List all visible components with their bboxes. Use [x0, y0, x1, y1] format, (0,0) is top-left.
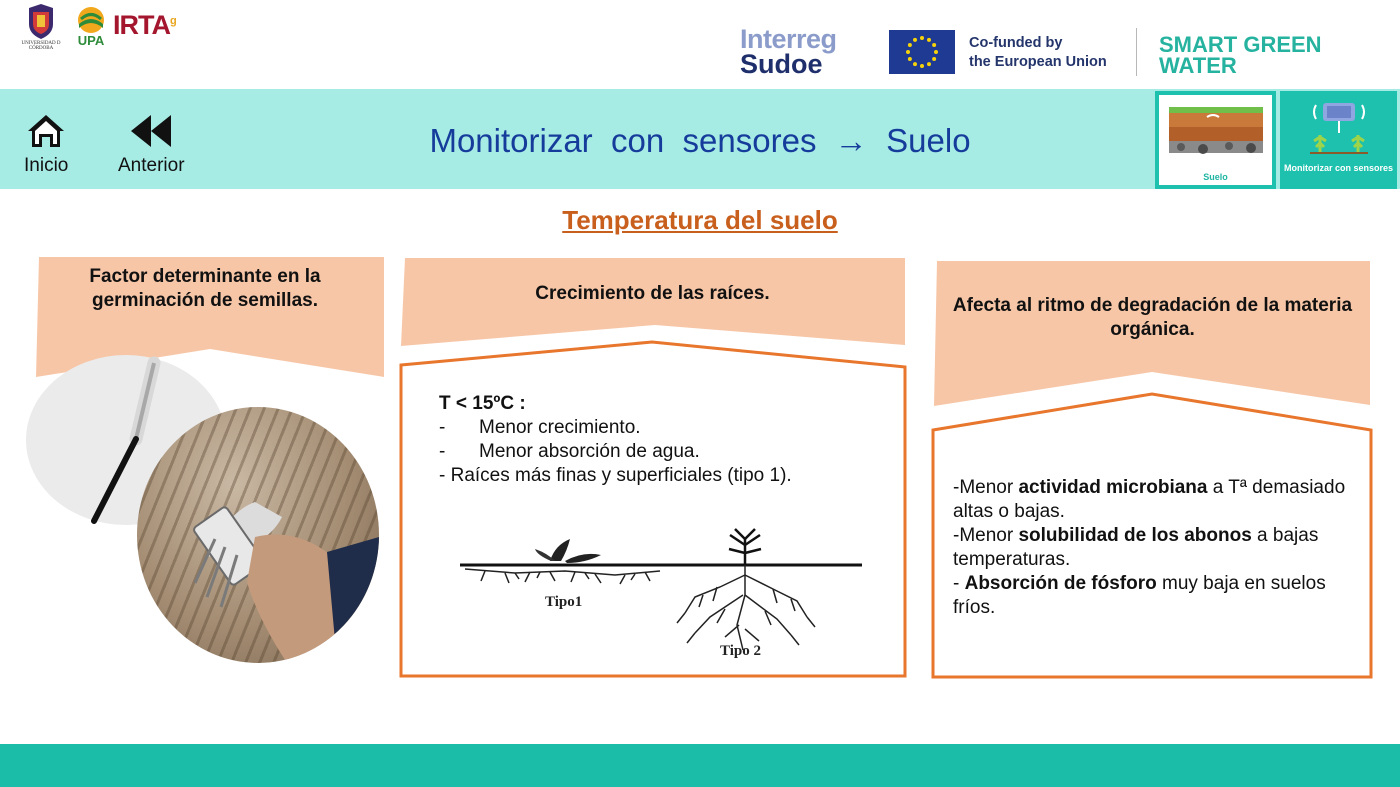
effect-1-post: a Tª demasiado altas o bajas. — [953, 477, 1346, 522]
section-title-text: Temperatura del suelo — [562, 205, 838, 235]
card2-body — [439, 392, 879, 488]
effect-line-1 — [953, 476, 1361, 524]
effect-line-2 — [953, 524, 1361, 572]
effect-line-3 — [953, 572, 1361, 620]
list-item-text: Menor crecimiento. — [479, 417, 641, 438]
effect-3-bold: Absorción de fósforo — [964, 573, 1157, 594]
list-dash: - — [439, 441, 446, 462]
eu-line-1: Co-funded by — [969, 35, 1063, 51]
interreg-text: Interreg — [740, 24, 837, 54]
effect-2-post: a bajas temperaturas. — [953, 525, 1319, 570]
root-types-diagram — [455, 525, 865, 665]
card2-heading: Crecimiento de las raíces. — [535, 283, 770, 304]
diagram-label-type1: Tipo1 — [545, 594, 583, 610]
card1-heading: Factor determinante en la germinación de semillas. — [89, 266, 321, 311]
back-label: Anterior — [118, 155, 185, 176]
sgw-line-1: SMART GREEN — [1159, 32, 1322, 57]
temperature-condition: T < 15ºC : — [439, 393, 526, 414]
suelo-thumbnail-caption: Suelo — [1203, 172, 1228, 182]
effect-3-pre: - — [953, 573, 965, 594]
footer-band — [0, 744, 1400, 787]
irta-mark: ɡ — [170, 15, 176, 27]
list-item — [439, 416, 879, 440]
effect-1-bold: actividad microbiana — [1018, 477, 1208, 498]
page-title-part2: Suelo — [886, 122, 971, 159]
effect-2-bold: solubilidad de los abonos — [1018, 525, 1252, 546]
diagram-label-type2: Tipo 2 — [720, 643, 761, 659]
eu-line-2: the European Union — [969, 54, 1107, 70]
effect-3-post: muy baja en suelos fríos. — [953, 573, 1326, 618]
irta-text: IRTA — [113, 10, 170, 40]
sensores-thumbnail-caption: Monitorizar con sensores — [1283, 163, 1394, 173]
list-dash: - — [439, 417, 446, 438]
list-item — [439, 440, 879, 464]
list-item: - Raíces más finas y superficiales (tipo 1). — [439, 465, 792, 486]
arrow-right-icon: → — [834, 122, 868, 159]
home-label: Inicio — [24, 155, 69, 176]
upa-text: UPA — [77, 33, 105, 48]
sgw-line-2: WATER — [1159, 53, 1237, 78]
uco-caption: UNIVERSIDAD D CÓRDOBA — [21, 41, 61, 51]
card3-heading: Afecta al ritmo de degradación de la materia orgánica. — [952, 295, 1353, 340]
page-title-part1: Monitorizar con sensores — [429, 122, 817, 159]
effect-2-pre: -Menor — [953, 525, 1019, 546]
effect-1-pre: -Menor — [953, 477, 1019, 498]
field-sensor-photo — [137, 407, 379, 663]
sudoe-text: Sudoe — [740, 49, 823, 79]
list-item-text: Menor absorción de agua. — [479, 441, 700, 462]
card3-body — [953, 476, 1361, 620]
